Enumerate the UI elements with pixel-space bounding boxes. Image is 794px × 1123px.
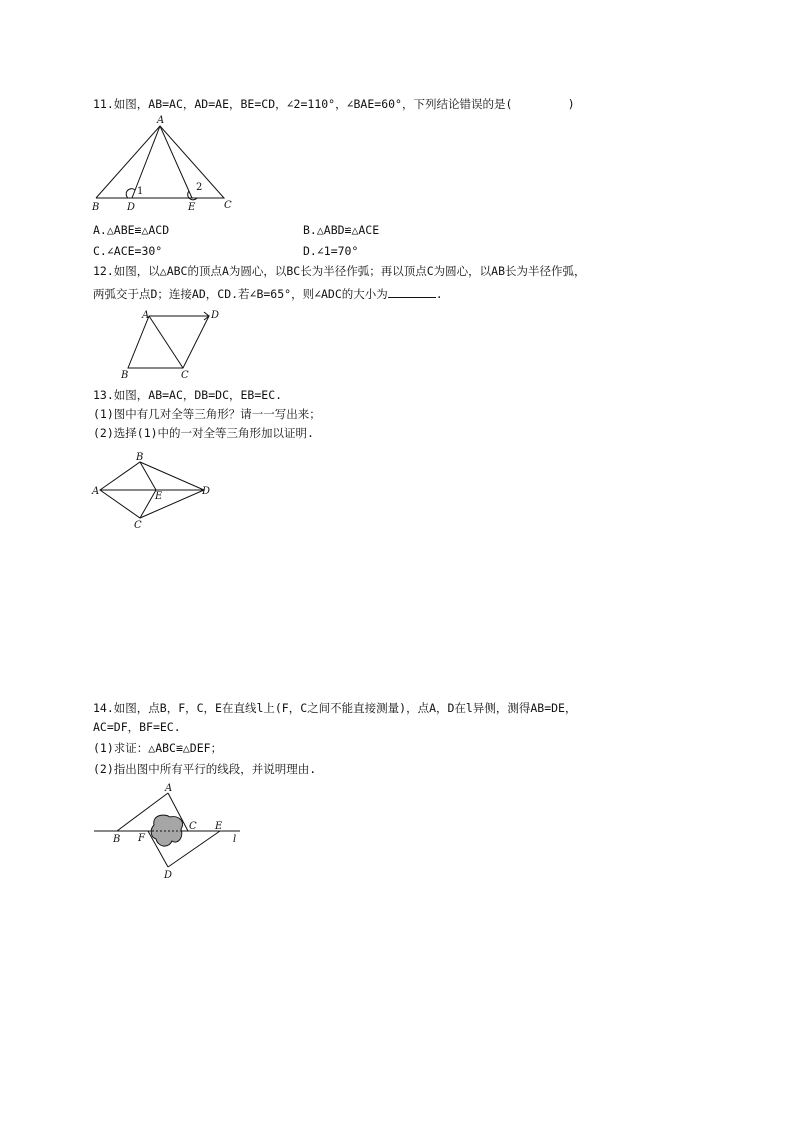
q13-figure <box>92 450 217 532</box>
q12-label-a: A <box>142 310 150 321</box>
q11-label-2: 2 <box>196 182 203 193</box>
q11-label-c: C <box>224 200 232 211</box>
q14-line2: AC=DF，BF=EC. <box>93 720 181 734</box>
q11-label-b: B <box>92 202 100 213</box>
q11-option-b[interactable]: B.△ABD≌△ACE <box>303 223 380 237</box>
q13-line1: 13.如图，AB=AC，DB=DC，EB=EC. <box>93 388 283 402</box>
q14-label-b: B <box>113 834 121 845</box>
q14-line3: (1)求证：△ABC≌△DEF； <box>93 741 223 755</box>
q12-line2-text: 两弧交于点D；连接AD，CD.若∠B=65°，则∠ADC的大小为 <box>93 287 388 301</box>
q12-label-c: C <box>181 370 189 381</box>
q11-stem: 11.如图，AB=AC，AD=AE，BE=CD，∠2=110°，∠BAE=60°，下列结论错误的是( ) <box>93 97 575 111</box>
q13-segment-ce <box>140 490 156 518</box>
q14-line1: 14.如图，点B，F，C，E在直线l上(F，C之间不能直接测量)，点A，D在l异侧，测得AB=DE， <box>93 701 577 715</box>
q14-label-d: D <box>164 870 173 881</box>
q11-label-d: D <box>127 202 136 213</box>
q13-line2: (1)图中有几对全等三角形？请一一写出来； <box>93 407 321 421</box>
q14-figure <box>92 785 252 885</box>
q12-line2 <box>93 286 443 302</box>
q11-figure <box>88 115 248 218</box>
q13-segment-be <box>140 462 156 490</box>
q12-label-d: D <box>211 310 220 321</box>
q14-label-c: C <box>189 821 197 832</box>
q14-label-e: E <box>215 821 223 832</box>
q11-segment-ae <box>160 126 192 198</box>
q12-line2-end: . <box>435 287 443 301</box>
q13-label-a: A <box>92 486 100 497</box>
q13-label-c: C <box>134 520 142 531</box>
q13-line3: (2)选择(1)中的一对全等三角形加以证明. <box>93 426 314 440</box>
q11-option-c[interactable]: C.∠ACE=30° <box>93 244 163 258</box>
q13-label-d: D <box>202 486 211 497</box>
q12-label-b: B <box>121 370 129 381</box>
q13-label-e: E <box>155 491 163 502</box>
q12-line1: 12.如图，以△ABC的顶点A为圆心，以BC长为半径作弧；再以顶点C为圆心，以AB长为半径作弧， <box>93 264 586 278</box>
q14-line4: (2)指出图中所有平行的线段，并说明理由. <box>93 762 317 776</box>
q14-label-f: F <box>138 833 145 844</box>
q11-option-a[interactable]: A.△ABE≌△ACD <box>93 223 170 237</box>
q11-label-a: A <box>157 115 165 126</box>
q12-quadrilateral <box>128 316 209 368</box>
q12-figure <box>120 310 230 380</box>
q11-label-e: E <box>188 202 196 213</box>
q11-option-d[interactable]: D.∠1=70° <box>303 244 359 258</box>
q11-label-1: 1 <box>137 186 144 197</box>
q12-answer-blank[interactable] <box>388 286 436 298</box>
q14-label-l: l <box>233 834 237 845</box>
q12-segment-ac <box>149 316 183 368</box>
q11-base-line <box>96 126 224 198</box>
q13-label-b: B <box>136 452 144 463</box>
q14-label-a: A <box>165 783 173 794</box>
